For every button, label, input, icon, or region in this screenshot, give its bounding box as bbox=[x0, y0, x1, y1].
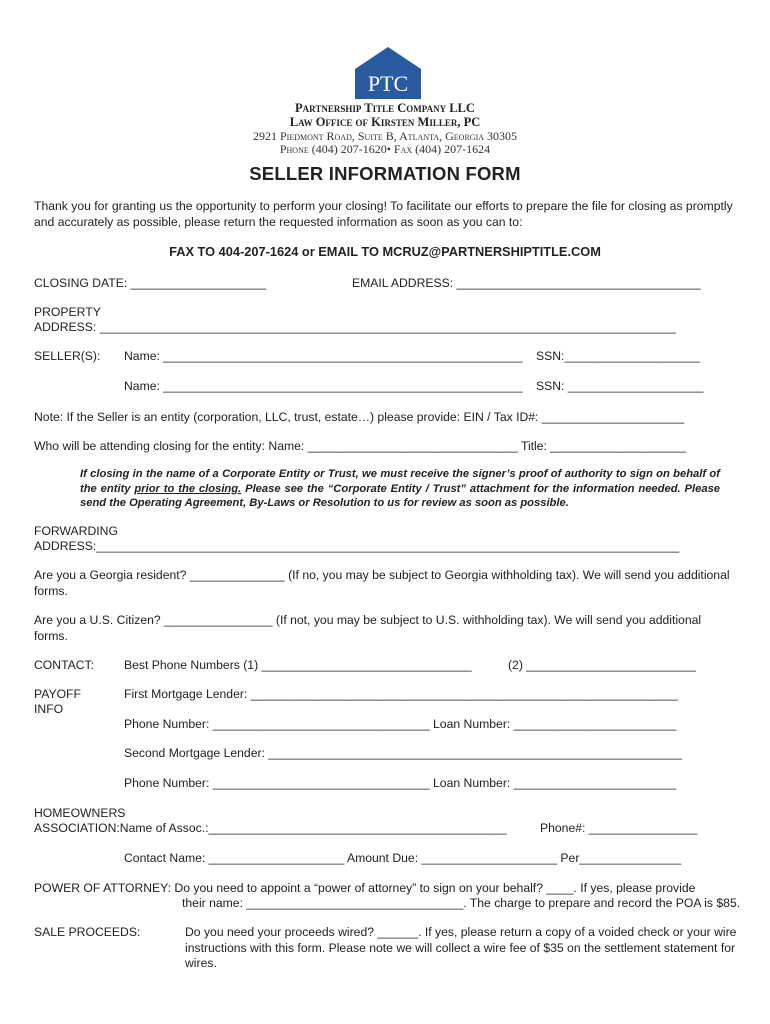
seller-name-field-1[interactable]: Name: _____________________________________________________ bbox=[124, 349, 523, 363]
second-mortgage-field[interactable]: Second Mortgage Lender: _____________________________________________________________ bbox=[124, 746, 682, 760]
forwarding-address-field[interactable]: ADDRESS:______________________________________________________________________________________ bbox=[34, 539, 680, 553]
second-mortgage-phone-loan-field[interactable]: Phone Number: ________________________________ Loan Number: ________________________ bbox=[124, 776, 677, 790]
property-address-field[interactable]: ADDRESS: _____________________________________________________________________________________ bbox=[34, 320, 676, 334]
property-label: PROPERTY bbox=[34, 305, 101, 319]
email-address-field[interactable]: EMAIL ADDRESS: ____________________________________ bbox=[352, 276, 701, 290]
seller-ssn-field-2[interactable]: SSN: ____________________ bbox=[536, 379, 704, 393]
first-mortgage-field[interactable]: First Mortgage Lender: _______________________________________________________________ bbox=[124, 687, 678, 701]
georgia-resident-question[interactable]: Are you a Georgia resident? ______________ (If no, you may be subject to Georgia withholding tax). We will send you additional forms. bbox=[34, 568, 730, 598]
company-phone-fax: Phone (404) 207-1620• Fax (404) 207-1624 bbox=[279, 142, 491, 156]
phone-number-1-field[interactable]: Best Phone Numbers (1) _______________________________ bbox=[124, 658, 472, 672]
law-office-name: Law Office of Kirsten Miller, PC bbox=[289, 115, 481, 129]
power-of-attorney-name-field[interactable]: their name: ________________________________. The charge to prepare and record the POA is $85. bbox=[182, 896, 741, 910]
notice-text-2: Please see the “Corporate Entity / Trust” attachment for the information needed. Please send the Operating Agreement, By-Laws or Resolution to us for review as soon as possible. bbox=[80, 482, 721, 509]
entity-attending-field[interactable]: Who will be attending closing for the entity: Name: _______________________________ Title: ____________________ bbox=[34, 439, 686, 453]
phone-number-2-field[interactable]: (2) _________________________ bbox=[508, 658, 696, 672]
first-mortgage-phone-loan-field[interactable]: Phone Number: ________________________________ Loan Number: ________________________ bbox=[124, 717, 677, 731]
intro-paragraph: Thank you for granting us the opportunity to perform your closing! To facilitate our efforts to prepare the file for closing as promptly and accurately as possible, please return the requested information as soon as you can to: bbox=[34, 199, 733, 229]
fax-email-line: FAX TO 404-207-1624 or EMAIL TO MCRUZ@PARTNERSHIPTITLE.COM bbox=[169, 244, 601, 259]
sale-proceeds-question[interactable]: Do you need your proceeds wired? ______. If yes, please return a copy of a voided check or your wire instructions with this form. Please note we will collect a wire fee of $35 on the settlement statement for wires. bbox=[185, 925, 737, 970]
seller-name-field-2[interactable]: Name: _____________________________________________________ bbox=[124, 379, 523, 393]
notice-underlined-text: prior to the closing. bbox=[134, 482, 242, 495]
ptc-logo bbox=[355, 47, 421, 99]
sellers-label: SELLER(S): bbox=[34, 349, 101, 363]
hoa-name-field[interactable]: ASSOCIATION:Name of Assoc.:____________________________________________ bbox=[34, 821, 507, 835]
info-label: INFO bbox=[34, 702, 64, 716]
power-of-attorney-question[interactable]: POWER OF ATTORNEY: Do you need to appoint a “power of attorney” to sign on your behalf? ____. If yes, please provide bbox=[34, 881, 696, 895]
company-address: 2921 Piedmont Road, Suite B, Atlanta, Georgia 30305 bbox=[252, 129, 518, 143]
homeowners-label: HOMEOWNERS bbox=[34, 806, 126, 820]
seller-ssn-field-1[interactable]: SSN:____________________ bbox=[536, 349, 701, 363]
notice-text-1: If closing in the name of a Corporate Entity or Trust, we must receive the signer’s proof of authority to sign on behalf of the entity bbox=[80, 468, 720, 495]
page-title: SELLER INFORMATION FORM bbox=[249, 163, 521, 184]
company-name: Partnership Title Company LLC bbox=[295, 101, 475, 115]
entity-ein-field[interactable]: Note: If the Seller is an entity (corporation, LLC, trust, estate…) please provide: EIN / Tax ID#: _____________________ bbox=[34, 410, 685, 424]
hoa-phone-field[interactable]: Phone#: ________________ bbox=[540, 821, 698, 835]
contact-label: CONTACT: bbox=[34, 658, 95, 672]
us-citizen-question[interactable]: Are you a U.S. Citizen? ________________ (If not, you may be subject to U.S. withholding tax). We will send you additional forms. bbox=[34, 613, 702, 643]
forwarding-label: FORWARDING bbox=[34, 524, 118, 538]
logo-text: PTC bbox=[367, 71, 409, 96]
closing-date-field[interactable]: CLOSING DATE: ____________________ bbox=[34, 276, 267, 290]
sale-proceeds-label: SALE PROCEEDS: bbox=[34, 925, 141, 939]
corporate-entity-notice bbox=[80, 467, 720, 511]
payoff-label: PAYOFF bbox=[34, 687, 81, 701]
hoa-contact-amount-field[interactable]: Contact Name: ____________________ Amount Due: ____________________ Per_______________ bbox=[124, 851, 682, 865]
